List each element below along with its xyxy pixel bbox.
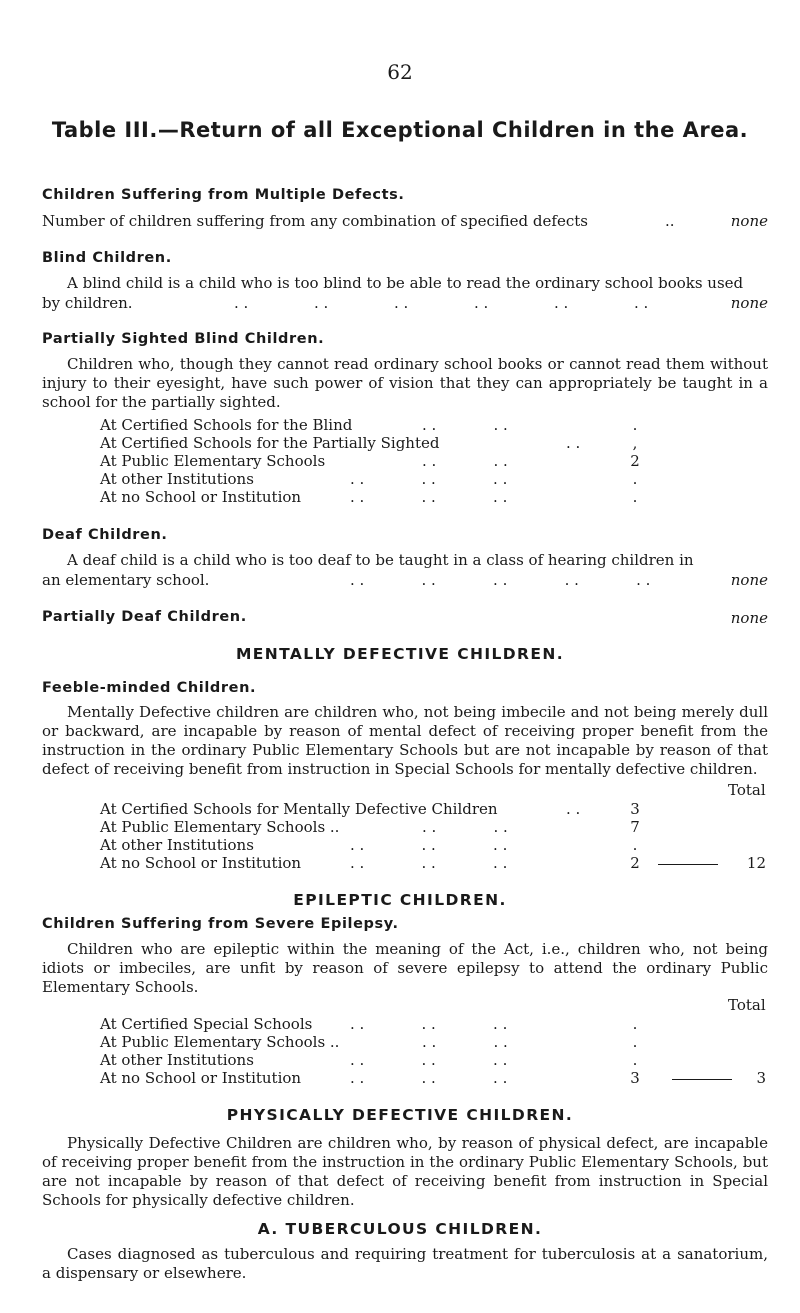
ps-row-dots: . . . . . . xyxy=(350,470,508,488)
multiple-defects-heading: Children Suffering from Multiple Defects. xyxy=(42,187,405,203)
md-row-label: At Certified Schools for Mentally Defective Children xyxy=(100,800,498,818)
mental-total-label: Total xyxy=(728,781,766,799)
mental-total-rule xyxy=(658,864,718,865)
ps-row-dots: . . . . . . xyxy=(350,488,508,506)
epileptic-total-value: 3 xyxy=(756,1069,766,1087)
ep-row-value: 3 xyxy=(630,1069,640,1087)
blind-dots-3: . . xyxy=(394,294,409,312)
deaf-heading: Deaf Children. xyxy=(42,527,168,543)
md-row-dots: . . xyxy=(566,800,581,818)
deaf-dots: . . . . . . . . . . xyxy=(350,571,651,589)
ep-row-label: At Public Elementary Schools .. xyxy=(100,1033,340,1051)
page-number: 62 xyxy=(387,60,413,84)
ep-row-value: . xyxy=(632,1015,638,1033)
blind-dots-2: . . xyxy=(314,294,329,312)
multiple-defects-dots: .. xyxy=(665,212,675,230)
ps-row-label: At Public Elementary Schools xyxy=(100,452,326,470)
ps-row-dots: . . . . xyxy=(422,416,508,434)
ps-row-label: At Certified Schools for the Blind xyxy=(100,416,353,434)
md-row-value: 2 xyxy=(630,854,640,872)
blind-paragraph: A blind child is a child who is too blind to be able to read the ordinary school books used xyxy=(67,274,744,292)
tuberculous-paragraph: Cases diagnosed as tuberculous and requiring treatment for tuberculosis at a sanatorium, a dispensary or elsewhere. xyxy=(42,1245,768,1282)
mentally-defective-paragraph: Mentally Defective children are children who, not being imbecile and not being merely dull or backward, are incapable by reason of mental defect of receiving proper benefit from the instruction in the ordinary Public Elementary Schools but are not incapable by reason of that defect of receiving benefit from instruction in Special Schools for mentally defective children. xyxy=(42,703,768,778)
ps-row-dots: . . xyxy=(566,434,581,452)
mentally-defective-heading: MENTALLY DEFECTIVE CHILDREN. xyxy=(235,645,565,663)
partially-deaf-value: none xyxy=(730,609,768,627)
ep-row-dots: . . . . xyxy=(422,1033,508,1051)
md-row-value: . xyxy=(632,836,638,854)
ps-row-value: . xyxy=(632,488,638,506)
tuberculous-heading: A. TUBERCULOUS CHILDREN. xyxy=(257,1220,543,1238)
md-row-dots: . . . . xyxy=(422,818,508,836)
ep-row-label: At Certified Special Schools xyxy=(100,1015,313,1033)
ep-row-label: At no School or Institution xyxy=(100,1069,302,1087)
md-row-label: At no School or Institution xyxy=(100,854,302,872)
physically-defective-heading: PHYSICALLY DEFECTIVE CHILDREN. xyxy=(226,1106,574,1124)
epileptic-total-label: Total xyxy=(728,996,766,1014)
multiple-defects-text: Number of children suffering from any combination of specified defects xyxy=(42,212,588,230)
deaf-last-line: an elementary school. xyxy=(42,571,210,589)
multiple-defects-value: none xyxy=(730,212,768,230)
blind-dots-6: . . xyxy=(634,294,649,312)
ep-row-dots: . . . . . . xyxy=(350,1069,508,1087)
md-row-dots: . . . . . . xyxy=(350,836,508,854)
blind-dots-4: . . xyxy=(474,294,489,312)
deaf-value: none xyxy=(730,571,768,589)
physically-defective-paragraph: Physically Defective Children are children who, by reason of physical defect, are incapable of receiving proper benefit from the instruction in the ordinary Public Elementary Schools, but are not incapable by reason of that defect of receiving benefit from instruction in Special Schools for physically defective children. xyxy=(42,1134,768,1209)
partially-sighted-paragraph: Children who, though they cannot read ordinary school books or cannot read them without injury to their eyesight, have such power of vision that they can appropriately be taught in a school for the partially sighted. xyxy=(42,355,768,411)
epileptic-total-rule xyxy=(672,1079,732,1080)
epileptic-paragraph: Children who are epileptic within the meaning of the Act, i.e., children who, not being idiots or imbeciles, are unfit by reason of severe epilepsy to attend the ordinary Public Elementary Schools. xyxy=(42,940,768,996)
blind-last-line: by children. xyxy=(42,294,133,312)
md-row-value: 3 xyxy=(630,800,640,818)
md-row-value: 7 xyxy=(630,818,640,836)
ps-row-label: At no School or Institution xyxy=(100,488,302,506)
ps-row-value: . xyxy=(632,470,638,488)
ps-row-label: At other Institutions xyxy=(100,470,254,488)
ps-row-label: At Certified Schools for the Partially Sighted xyxy=(100,434,440,452)
partially-sighted-heading: Partially Sighted Blind Children. xyxy=(42,331,325,347)
md-row-label: At Public Elementary Schools .. xyxy=(100,818,340,836)
blind-dots-1: . . xyxy=(234,294,249,312)
table-title: Table III.—Return of all Exceptional Children in the Area. xyxy=(51,118,749,142)
ep-row-dots: . . . . . . xyxy=(350,1015,508,1033)
mental-total-value: 12 xyxy=(746,854,766,872)
partially-deaf-heading: Partially Deaf Children. xyxy=(42,609,247,625)
feeble-minded-heading: Feeble-minded Children. xyxy=(42,680,257,696)
md-row-dots: . . . . . . xyxy=(350,854,508,872)
severe-epilepsy-heading: Children Suffering from Severe Epilepsy. xyxy=(42,916,399,932)
epileptic-heading: EPILEPTIC CHILDREN. xyxy=(293,891,507,909)
ep-row-value: . xyxy=(632,1051,638,1069)
md-row-label: At other Institutions xyxy=(100,836,254,854)
ep-row-label: At other Institutions xyxy=(100,1051,254,1069)
blind-dots-5: . . xyxy=(554,294,569,312)
blind-value: none xyxy=(730,294,768,312)
ps-row-dots: . . . . xyxy=(422,452,508,470)
ps-row-value: , xyxy=(632,434,638,452)
ps-row-value: 2 xyxy=(630,452,640,470)
ep-row-dots: . . . . . . xyxy=(350,1051,508,1069)
ep-row-value: . xyxy=(632,1033,638,1051)
ps-row-value: . xyxy=(632,416,638,434)
blind-heading: Blind Children. xyxy=(42,250,172,266)
deaf-paragraph: A deaf child is a child who is too deaf to be taught in a class of hearing children in xyxy=(67,551,694,569)
